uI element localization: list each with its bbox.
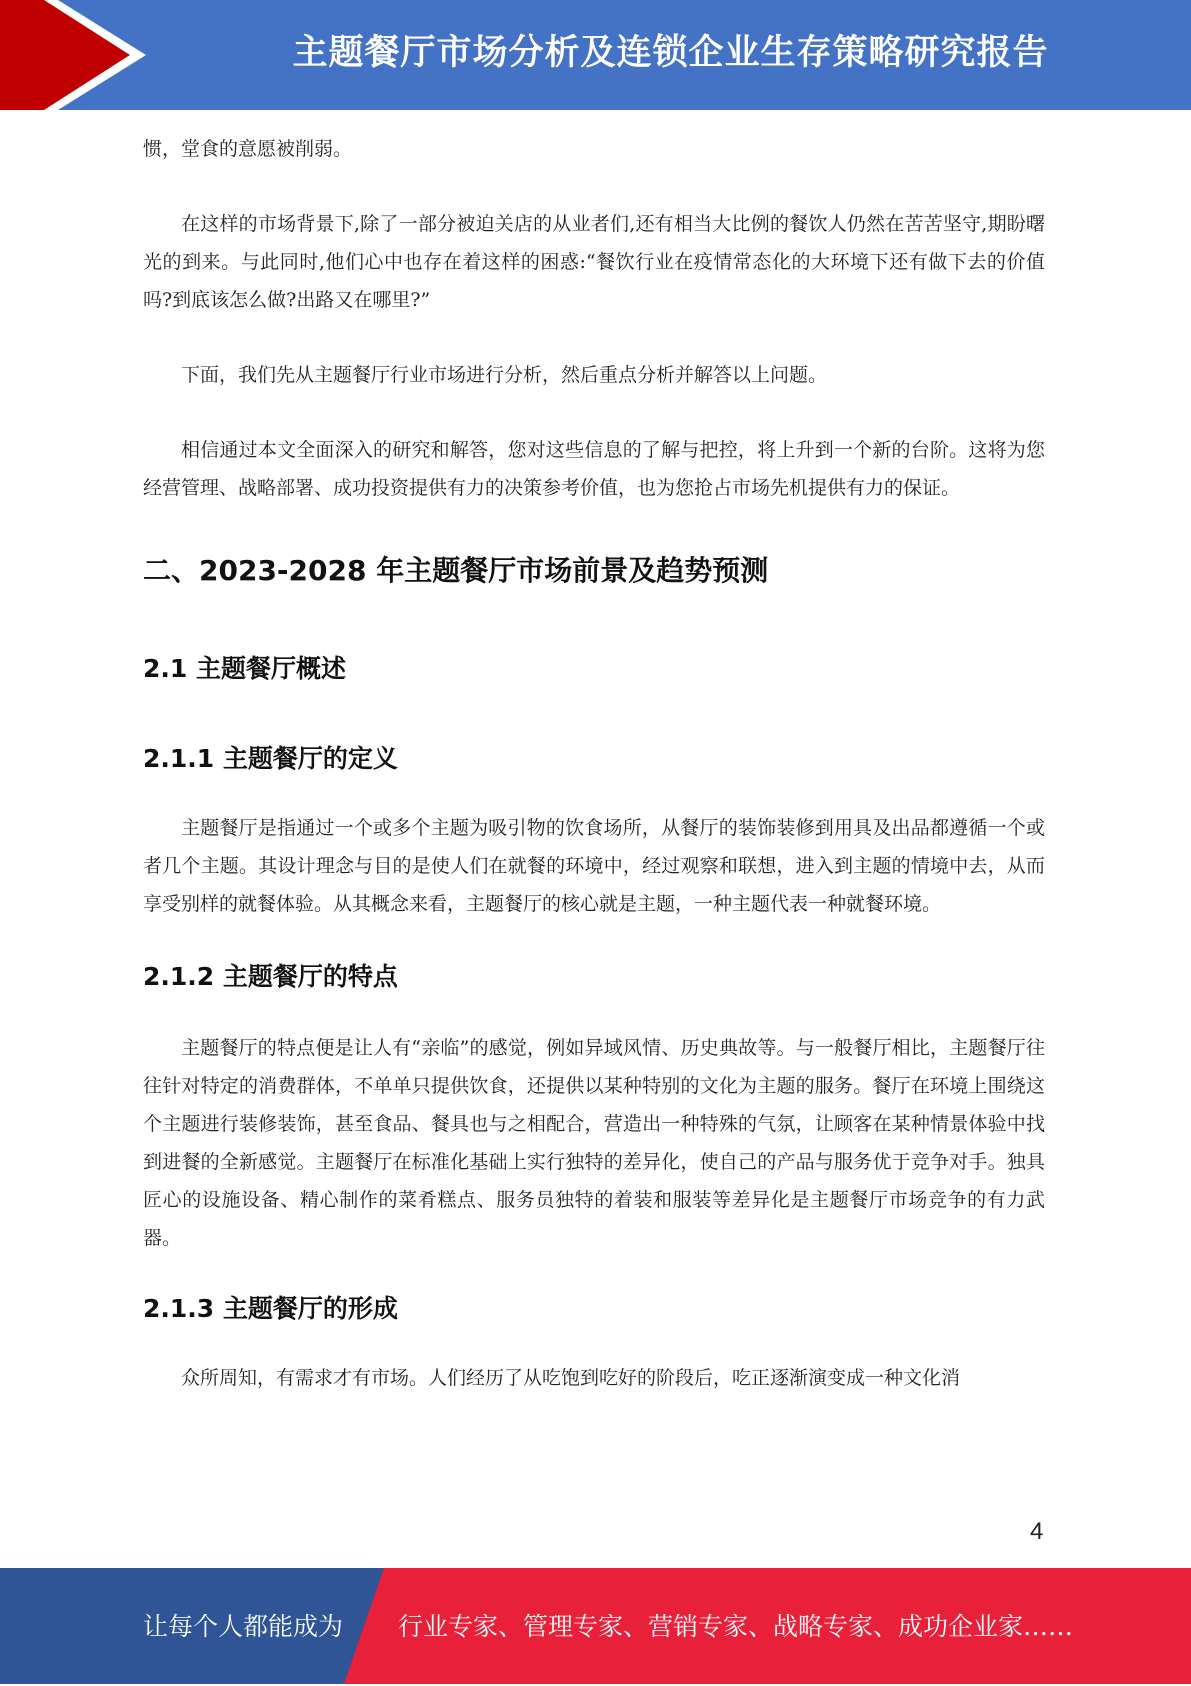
header-arrow-decoration [0,0,170,110]
footer-banner [0,1568,1191,1684]
subsection-heading: 2.1.2 主题餐厅的特点 [143,962,398,991]
subsection-heading: 2.1.3 主题餐厅的形成 [143,1294,398,1323]
paragraph: 下面，我们先从主题餐厅行业市场进行分析，然后重点分析并解答以上问题。 [181,364,828,386]
paragraph: 惯，堂食的意愿被削弱。 [143,138,353,160]
paragraph: 众所周知，有需求才有市场。人们经历了从吃饱到吃好的阶段后，吃正逐渐演变成一种文化消 [181,1367,961,1389]
paragraph: 主题餐厅是指通过一个或多个主题为吸引物的饮食场所，从餐厅的装饰装修到用具及出品都遵循一个或者几个主题。其设计理念与目的是使人们在就餐的环境中，经过观察和联想，进入到主题的情境中去，从而享受别样的就餐体验。从其概念来看，主题餐厅的核心就是主题，一种主题代表一种就餐环境。 [143,817,1045,915]
report-title: 主题餐厅市场分析及连锁企业生存策略研究报告 [292,33,1049,73]
footer-slogan-right: 行业专家、管理专家、营销专家、战略专家、成功企业家…… [398,1612,1074,1641]
subsection-heading: 2.1 主题餐厅概述 [143,654,346,683]
footer-slogan-left: 让每个人都能成为 [143,1612,344,1641]
paragraph: 相信通过本文全面深入的研究和解答，您对这些信息的了解与把控，将上升到一个新的台阶。这将为您经营管理、战略部署、成功投资提供有力的决策参考价值，也为您抢占市场先机提供有力的保证。 [143,439,1045,499]
paragraph: 在这样的市场背景下,除了一部分被迫关店的从业者们,还有相当大比例的餐饮人仍然在苦苦坚守,期盼曙光的到来。与此同时,他们心中也存在着这样的困惑:“餐饮行业在疫情常态化的大环境下还有做下去的价值吗?到底该怎么做?出路又在哪里?” [143,213,1045,311]
section-heading: 二、2023-2028 年主题餐厅市场前景及趋势预测 [143,554,769,587]
page-content [143,130,1045,1397]
subsection-heading: 2.1.1 主题餐厅的定义 [143,744,398,773]
header-banner [0,0,1191,110]
page-number: 4 [1030,1518,1044,1545]
paragraph: 主题餐厅的特点便是让人有“亲临”的感觉，例如异域风情、历史典故等。与一般餐厅相比，主题餐厅往往针对特定的消费群体，不单单只提供饮食，还提供以某种特别的文化为主题的服务。餐厅在环境上围绕这个主题进行装修装饰，甚至食品、餐具也与之相配合，营造出一种特殊的气氛，让顾客在某种情景体验中找到进餐的全新感觉。主题餐厅在标准化基础上实行独特的差异化，使自己的产品与服务优于竞争对手。独具匠心的设施设备、精心制作的菜肴糕点、服务员独特的着装和服装等差异化是主题餐厅市场竞争的有力武器。 [143,1037,1045,1249]
